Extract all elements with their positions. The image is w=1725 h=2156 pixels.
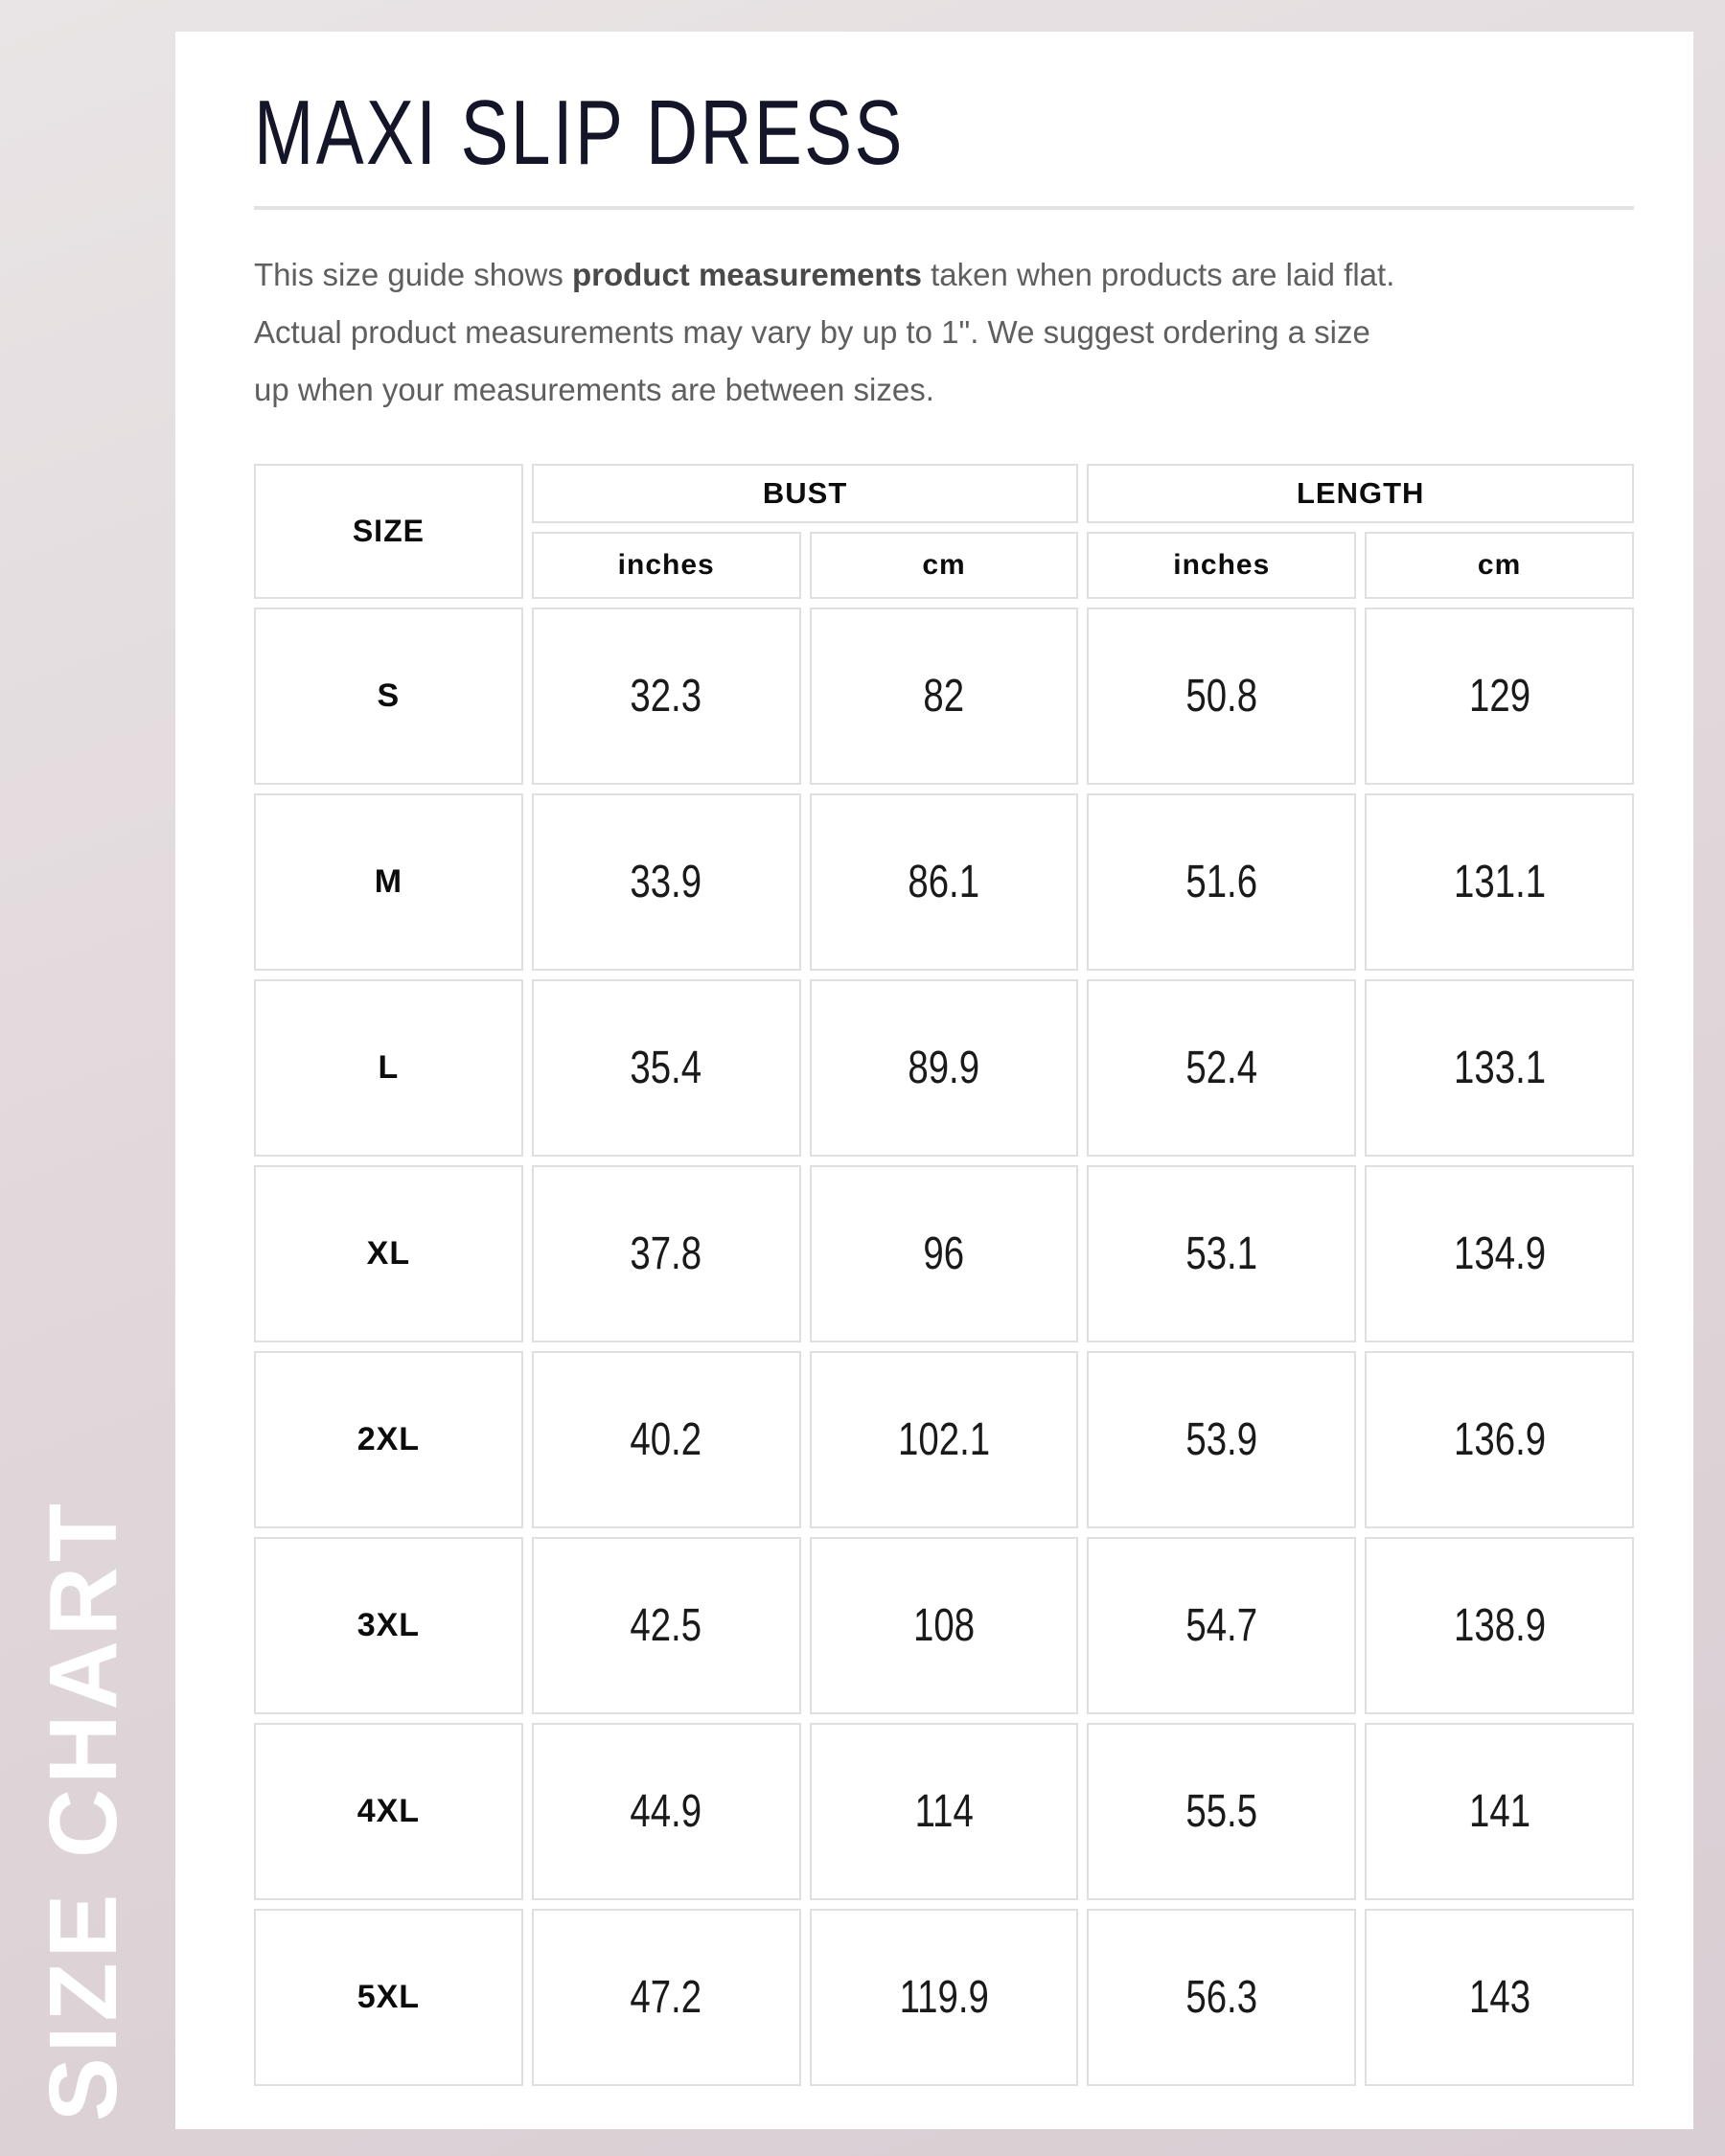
header-bust: BUST: [532, 464, 1079, 523]
header-group-row: [254, 464, 1634, 523]
measurement-value: 114: [914, 1786, 974, 1838]
measurement-cell: [1087, 1351, 1356, 1528]
table-row: [254, 608, 1634, 785]
measurement-value: 44.9: [630, 1786, 702, 1838]
size-chart-watermark: SIZE CHART: [30, 1499, 137, 2122]
table-row: [254, 1165, 1634, 1342]
measurement-value: 40.2: [630, 1414, 702, 1466]
measurement-value: 35.4: [630, 1043, 702, 1094]
measurement-cell: [1087, 793, 1356, 971]
measurement-value: 51.6: [1185, 857, 1258, 908]
measurement-cell: [1087, 1537, 1356, 1714]
measurement-cell: [532, 979, 801, 1157]
measurement-cell: [1365, 1537, 1634, 1714]
description-line3: up when your measurements are between sizes.: [254, 372, 934, 408]
measurement-cell: [1365, 1723, 1634, 1900]
measurement-value: 47.2: [630, 1972, 702, 2024]
header-bust-inches: inches: [532, 532, 801, 599]
header-length-cm: cm: [1365, 532, 1634, 599]
size-label: 4XL: [254, 1723, 523, 1900]
measurement-value: 53.1: [1185, 1228, 1258, 1280]
table-row: [254, 1351, 1634, 1528]
size-chart-header: [254, 464, 1634, 599]
size-label: 3XL: [254, 1537, 523, 1714]
measurement-cell: [532, 1165, 801, 1342]
measurement-cell: [1087, 608, 1356, 785]
measurement-value: 37.8: [630, 1228, 702, 1280]
size-chart-rows: [254, 608, 1634, 2086]
size-label: 2XL: [254, 1351, 523, 1528]
measurement-value: 134.9: [1453, 1228, 1546, 1280]
table-row: [254, 1537, 1634, 1714]
measurement-cell: [810, 1909, 1079, 2086]
measurement-value: 50.8: [1185, 671, 1258, 722]
size-guide-description: [254, 246, 1634, 419]
size-label: L: [254, 979, 523, 1157]
measurement-value: 42.5: [630, 1600, 702, 1652]
measurement-value: 82: [923, 671, 965, 722]
measurement-value: 129: [1468, 671, 1530, 722]
measurement-cell: [1087, 979, 1356, 1157]
description-line1-pre: This size guide shows: [254, 257, 572, 292]
measurement-cell: [1087, 1165, 1356, 1342]
description-line1-bold: product measurements: [571, 257, 922, 292]
measurement-value: 143: [1468, 1972, 1530, 2024]
measurement-value: 119.9: [899, 1972, 989, 2024]
table-row: [254, 793, 1634, 971]
measurement-cell: [1087, 1909, 1356, 2086]
table-row: [254, 979, 1634, 1157]
measurement-value: 141: [1468, 1786, 1530, 1838]
size-label: 5XL: [254, 1909, 523, 2086]
measurement-cell: [1087, 1723, 1356, 1900]
measurement-cell: [1365, 1909, 1634, 2086]
measurement-value: 56.3: [1185, 1972, 1258, 2024]
measurement-cell: [532, 1909, 801, 2086]
measurement-cell: [1365, 1165, 1634, 1342]
measurement-cell: [810, 979, 1079, 1157]
measurement-cell: [810, 1351, 1079, 1528]
measurement-cell: [1365, 979, 1634, 1157]
measurement-value: 55.5: [1185, 1786, 1258, 1838]
measurement-value: 54.7: [1185, 1600, 1258, 1652]
measurement-cell: [532, 1351, 801, 1528]
page-title: [254, 81, 1634, 184]
measurement-cell: [810, 1723, 1079, 1900]
header-length-inches: inches: [1087, 532, 1356, 599]
measurement-cell: [810, 1165, 1079, 1342]
page-title-text: MAXI SLIP DRESS: [254, 81, 905, 184]
measurement-cell: [532, 1723, 801, 1900]
measurement-value: 86.1: [908, 857, 980, 908]
measurement-cell: [1365, 793, 1634, 971]
measurement-value: 102.1: [897, 1414, 991, 1466]
description-line2: Actual product measurements may vary by up to 1". We suggest ordering a size: [254, 314, 1370, 351]
table-row: [254, 1723, 1634, 1900]
measurement-cell: [532, 608, 801, 785]
measurement-value: 131.1: [1453, 857, 1546, 908]
measurement-cell: [810, 793, 1079, 971]
measurement-value: 53.9: [1185, 1414, 1258, 1466]
header-bust-cm: cm: [810, 532, 1079, 599]
size-label: S: [254, 608, 523, 785]
header-size: SIZE: [254, 464, 523, 599]
size-chart-table: [245, 455, 1643, 2095]
measurement-value: 96: [923, 1228, 965, 1280]
measurement-value: 108: [912, 1600, 976, 1652]
measurement-cell: [1365, 1351, 1634, 1528]
size-label: XL: [254, 1165, 523, 1342]
measurement-cell: [532, 793, 801, 971]
measurement-value: 89.9: [908, 1043, 980, 1094]
table-row: [254, 1909, 1634, 2086]
measurement-value: 32.3: [630, 671, 702, 722]
content-card: [175, 32, 1693, 2129]
measurement-value: 133.1: [1453, 1043, 1546, 1094]
measurement-cell: [532, 1537, 801, 1714]
size-label: M: [254, 793, 523, 971]
measurement-value: 33.9: [630, 857, 702, 908]
measurement-value: 138.9: [1453, 1600, 1546, 1652]
measurement-value: 52.4: [1185, 1043, 1258, 1094]
measurement-cell: [810, 1537, 1079, 1714]
title-divider: [254, 206, 1634, 210]
measurement-value: 136.9: [1453, 1414, 1546, 1466]
measurement-cell: [810, 608, 1079, 785]
header-length: LENGTH: [1087, 464, 1634, 523]
measurement-cell: [1365, 608, 1634, 785]
description-line1-post: taken when products are laid flat.: [921, 257, 1395, 292]
